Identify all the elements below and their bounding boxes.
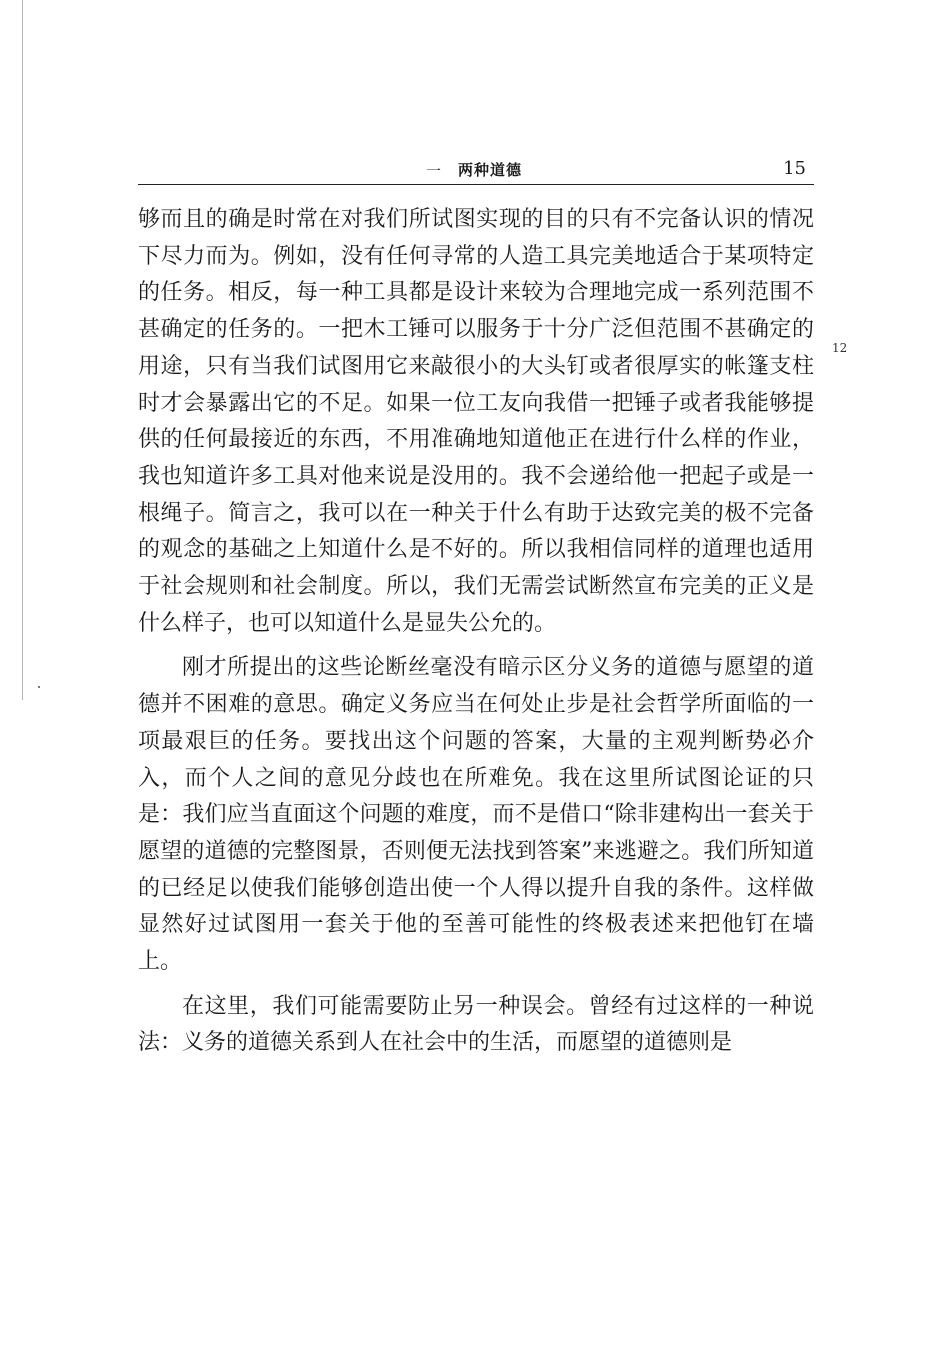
scan-speck <box>38 686 40 688</box>
paragraph-2: 刚才所提出的这些论断丝毫没有暗示区分义务的道德与愿望的道德并不困难的意思。确定义务应当在何处止步是社会哲学所面临的一项最艰巨的任务。要找出这个问题的答案，大量的主观判断势必介入，而个人之间的意见分歧也在所难免。我在这里所试图论证的只是：我们应当直面这个问题的难度，而不是借口“除非建构出一套关于愿望的道德的完整图景，否则便无法找到答案”来逃避之。我们所知道的已经足以使我们能够创造出使一个人得以提升自我的条件。这样做显然好过试图用一套关于他的至善可能性的终极表述来把他钉在墙上。 <box>138 655 814 975</box>
binding-line <box>22 0 23 700</box>
chapter-title: 两种道德 <box>458 161 523 179</box>
running-header <box>138 156 814 186</box>
body-text <box>138 202 814 1062</box>
header-dash: 一 <box>426 162 442 180</box>
original-page-marker: 12 <box>832 341 848 355</box>
paragraph-3: 在这里，我们可能需要防止另一种误会。曾经有过这样的一种说法：义务的道德关系到人在社会中的生活，而愿望的道德则是 <box>138 993 814 1056</box>
paragraph-1: 够而且的确是时常在对我们所试图实现的目的只有不完备认识的情况下尽力而为。例如，没有任何寻常的人造工具完美地适合于某项特定的任务。相反，每一种工具都是设计来较为合理地完成一系列范围不甚确定的任务的。一把木工锤可以服务于十分广泛但范围不甚确定的用途，只有当我们试图用它来敲很小的大头钉或者很厚实的帐篷支柱时才会暴露出它的不足。如果一位工友向我借一把锤子或者我能够提供的任何最接近的东西，不用准确地知道他正在进行什么样的作业，我也知道许多工具对他来说是没用的。我不会递给他一把起子或是一根绳子。简言之，我可以在一种关于什么有助于达致完美的极不完备的观念的基础之上知道什么是不好的。所以我相信同样的道理也适用于社会规则和社会制度。所以，我们无需尝试断然宣布完美的正义是什么样子，也可以知道什么是显失公允的。 <box>138 207 814 636</box>
header-rule <box>138 184 814 185</box>
page-number: 15 <box>783 158 806 179</box>
